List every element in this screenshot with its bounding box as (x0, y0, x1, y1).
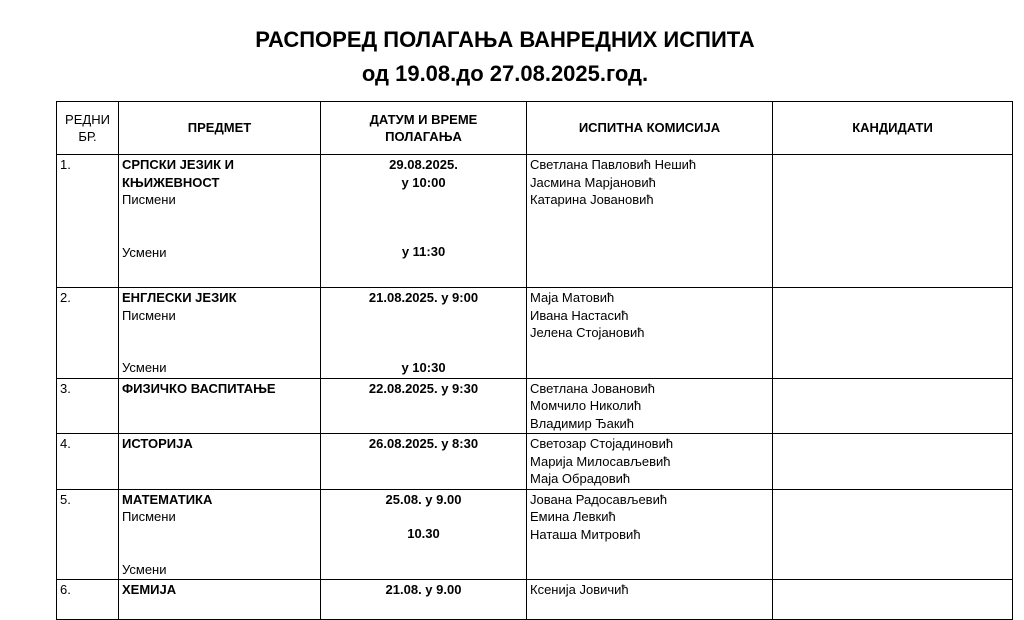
committee-cell (527, 434, 773, 490)
subject-cell (119, 378, 321, 434)
candidates-cell (773, 580, 1013, 620)
table-row (57, 288, 1013, 379)
oral-exam-time: 10.30 (407, 526, 440, 541)
oral-exam-time: у 11:30 (401, 244, 446, 259)
exam-schedule-table (56, 101, 1013, 620)
committee-member: Момчило Николић (530, 398, 642, 413)
datetime-cell (321, 378, 527, 434)
row-number: 1. (57, 155, 119, 288)
written-exam-label: Писмени (122, 509, 176, 524)
table-row (57, 155, 1013, 288)
oral-exam-label: Усмени (122, 561, 167, 577)
datetime-cell (321, 580, 527, 620)
header-subject: ПРЕДМЕТ (119, 102, 321, 155)
datetime-cell (321, 489, 527, 580)
row-number: 4. (57, 434, 119, 490)
committee-member: Емина Левкић (530, 509, 616, 524)
candidates-cell (773, 288, 1013, 379)
committee-member: Јована Радосављевић (530, 491, 668, 507)
exam-datetime: 26.08.2025. у 8:30 (368, 436, 479, 451)
header-datetime-line1: ДАТУМ И ВРЕМЕ (369, 111, 478, 127)
committee-member: Маја Матовић (530, 290, 615, 305)
committee-member: Маја Обрадовић (530, 471, 631, 486)
committee-member: Марија Милосављевић (530, 453, 671, 469)
candidates-cell (773, 489, 1013, 580)
header-datetime-line2: ПОЛАГАЊА (385, 129, 462, 144)
subject-name: ХЕМИЈА (122, 582, 177, 597)
subject-name-line1: СРПСКИ ЈЕЗИК И (122, 157, 234, 172)
oral-exam-time: у 10:30 (401, 359, 446, 375)
subject-cell (119, 288, 321, 379)
table-row (57, 489, 1013, 580)
row-number: 6. (57, 580, 119, 620)
subject-cell (119, 489, 321, 580)
committee-member: Јелена Стојановић (530, 325, 645, 340)
subject-cell (119, 434, 321, 490)
committee-member: Ивана Настасић (530, 307, 629, 323)
written-exam-label: Писмени (122, 192, 176, 207)
committee-member: Светлана Јовановић (530, 380, 655, 396)
subject-name: ИСТОРИЈА (122, 436, 193, 451)
header-candidates: КАНДИДАТИ (773, 102, 1013, 155)
exam-date: 29.08.2025. (389, 157, 458, 172)
committee-cell (527, 288, 773, 379)
exam-datetime: 22.08.2025. у 9:30 (368, 380, 479, 396)
written-exam-label: Писмени (122, 307, 176, 323)
datetime-cell (321, 155, 527, 288)
header-ordinal-line1: РЕДНИ (65, 111, 110, 127)
document-title: РАСПОРЕД ПОЛАГАЊА ВАНРЕДНИХ ИСПИТА (255, 27, 755, 52)
candidates-cell (773, 155, 1013, 288)
row-number: 5. (57, 489, 119, 580)
committee-member: Светозар Стојадиновић (530, 436, 674, 451)
subject-name: МАТЕМАТИКА (122, 491, 213, 507)
datetime-cell (321, 434, 527, 490)
header-ordinal-line2: БР. (78, 129, 97, 144)
committee-cell (527, 489, 773, 580)
committee-member: Катарина Јовановић (530, 192, 654, 207)
table-row (57, 580, 1013, 620)
committee-member: Наташа Митровић (530, 526, 641, 542)
exam-datetime: 25.08. у 9.00 (385, 491, 462, 507)
table-row (57, 378, 1013, 434)
exam-datetime: 21.08.2025. у 9:00 (368, 290, 479, 305)
subject-cell (119, 580, 321, 620)
candidates-cell (773, 378, 1013, 434)
subject-cell (119, 155, 321, 288)
header-committee: ИСПИТНА КОМИСИЈА (527, 102, 773, 155)
committee-member: Владимир Ђакић (530, 415, 635, 431)
document-subtitle: од 19.08.до 27.08.2025.год. (361, 61, 649, 86)
subject-name: ФИЗИЧКО ВАСПИТАЊЕ (122, 380, 276, 396)
oral-exam-label: Усмени (122, 244, 167, 260)
committee-cell (527, 155, 773, 288)
committee-cell (527, 378, 773, 434)
written-exam-time: у 10:00 (401, 174, 446, 190)
exam-datetime: 21.08. у 9.00 (385, 582, 462, 597)
datetime-cell (321, 288, 527, 379)
subject-name: ЕНГЛЕСКИ ЈЕЗИК (122, 290, 237, 305)
row-number: 2. (57, 288, 119, 379)
table-header-row (57, 102, 1013, 155)
committee-member: Јасмина Марјановић (530, 174, 656, 190)
table-row (57, 434, 1013, 490)
header-ordinal (57, 102, 119, 155)
candidates-cell (773, 434, 1013, 490)
subject-name-line2: КЊИЖЕВНОСТ (122, 174, 220, 190)
committee-member: Светлана Павловић Нешић (530, 157, 697, 172)
row-number: 3. (57, 378, 119, 434)
committee-member: Ксенија Јовичић (530, 582, 629, 597)
committee-cell (527, 580, 773, 620)
header-datetime (321, 102, 527, 155)
oral-exam-label: Усмени (122, 360, 167, 375)
